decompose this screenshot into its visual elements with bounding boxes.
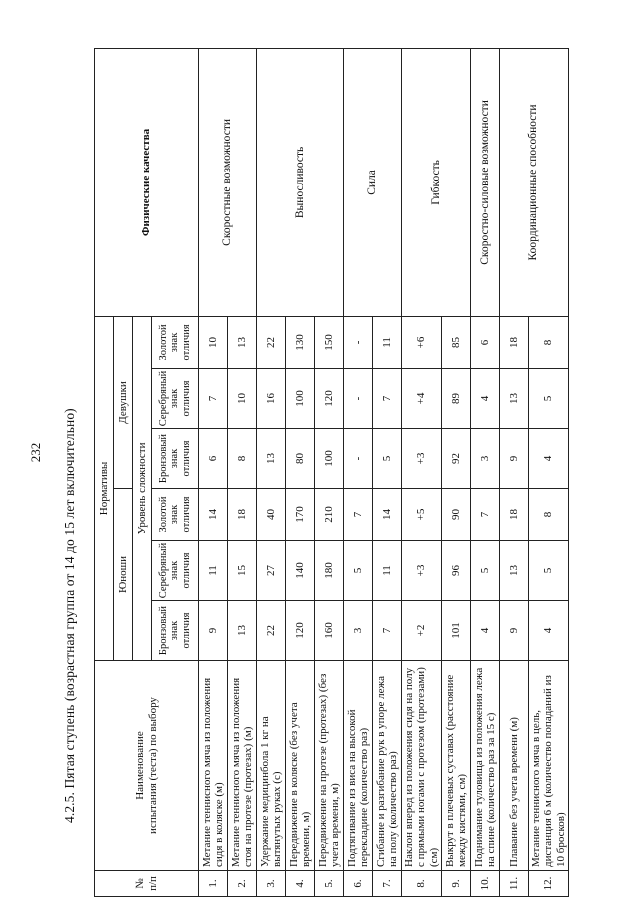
boys-silver-value: 5 xyxy=(528,541,568,601)
boys-gold-value: 210 xyxy=(315,489,344,541)
boys-silver-value: +3 xyxy=(402,541,442,601)
boys-silver-value: 27 xyxy=(257,541,286,601)
boys-bronze-value: 4 xyxy=(528,601,568,661)
girls-bronze-value: 80 xyxy=(286,429,315,489)
row-num: 4. xyxy=(286,871,315,897)
header-girls-silver: Серебряный знак отличия xyxy=(152,369,199,429)
row-num: 9. xyxy=(441,871,470,897)
boys-gold-value: 7 xyxy=(344,489,373,541)
boys-bronze-value: 101 xyxy=(441,601,470,661)
boys-gold-value: 90 xyxy=(441,489,470,541)
header-girls: Девушки xyxy=(114,316,133,488)
quality-speed-strength: Скоростно-силовые возможности xyxy=(470,48,499,316)
boys-silver-value: 180 xyxy=(315,541,344,601)
boys-silver-value: 13 xyxy=(499,541,528,601)
girls-gold-value: +6 xyxy=(402,316,442,368)
boys-bronze-value: 7 xyxy=(373,601,402,661)
quality-speed: Скоростные возможности xyxy=(199,48,257,316)
row-num: 10. xyxy=(470,871,499,897)
header-norms: Нормативы xyxy=(95,316,114,660)
girls-silver-value: 13 xyxy=(499,369,528,429)
norms-table xyxy=(94,48,569,897)
boys-silver-value: 140 xyxy=(286,541,315,601)
girls-silver-value: - xyxy=(344,369,373,429)
row-num: 3. xyxy=(257,871,286,897)
girls-silver-value: 10 xyxy=(228,369,257,429)
boys-bronze-value: 22 xyxy=(257,601,286,661)
header-boys-gold: Золотой знак отличия xyxy=(152,489,199,541)
girls-gold-value: 150 xyxy=(315,316,344,368)
row-name: Метание теннисного мяча в цель, дистанция 6 м (количество попаданий из 10 бросков) xyxy=(528,661,568,871)
row-name: Подтягивание из виса на высокой перекладине (количество раз) xyxy=(344,661,373,871)
boys-gold-value: +5 xyxy=(402,489,442,541)
row-num: 12. xyxy=(528,871,568,897)
boys-bronze-value: 3 xyxy=(344,601,373,661)
row-num: 8. xyxy=(402,871,442,897)
row-name: Метание теннисного мяча из положения сидя в коляске (м) xyxy=(199,661,228,871)
table-row xyxy=(257,48,286,896)
girls-bronze-value: 6 xyxy=(199,429,228,489)
boys-bronze-value: 13 xyxy=(228,601,257,661)
header-name-line2: испытания (теста) по выбору xyxy=(146,697,159,834)
boys-gold-value: 18 xyxy=(499,489,528,541)
row-name: Удержание медицинбола 1 кг на вытянутых руках (с) xyxy=(257,661,286,871)
boys-gold-value: 8 xyxy=(528,489,568,541)
table-row xyxy=(470,48,499,896)
girls-gold-value: 10 xyxy=(199,316,228,368)
row-name: Передвижение в коляске (без учета времени, м) xyxy=(286,661,315,871)
girls-silver-value: 100 xyxy=(286,369,315,429)
quality-strength: Сила xyxy=(344,48,402,316)
table-row xyxy=(499,48,528,896)
boys-silver-value: 11 xyxy=(373,541,402,601)
row-name: Метание теннисного мяча из положения стоя на протезе (протезах) (м) xyxy=(228,661,257,871)
header-girls-gold: Золотой знак отличия xyxy=(152,316,199,368)
girls-silver-value: 5 xyxy=(528,369,568,429)
table-row xyxy=(199,48,228,896)
boys-silver-value: 96 xyxy=(441,541,470,601)
row-name: Поднимание туловища из положения лежа на спине (количество раз за 15 с) xyxy=(470,661,499,871)
header-girls-bronze: Бронзовый знак отличия xyxy=(152,429,199,489)
quality-flexibility: Гибкость xyxy=(402,48,471,316)
boys-silver-value: 11 xyxy=(199,541,228,601)
header-num: № п/п xyxy=(95,871,199,897)
girls-silver-value: 7 xyxy=(199,369,228,429)
girls-bronze-value: 13 xyxy=(257,429,286,489)
header-name-line1: Наименование xyxy=(134,731,147,800)
girls-gold-value: 13 xyxy=(228,316,257,368)
girls-gold-value: 8 xyxy=(528,316,568,368)
boys-bronze-value: 160 xyxy=(315,601,344,661)
row-num: 11. xyxy=(499,871,528,897)
girls-bronze-value: 8 xyxy=(228,429,257,489)
quality-endurance: Выносливость xyxy=(257,48,344,316)
girls-gold-value: 85 xyxy=(441,316,470,368)
header-quality: Физические качества xyxy=(95,48,199,316)
boys-gold-value: 7 xyxy=(470,489,499,541)
row-num: 1. xyxy=(199,871,228,897)
girls-bronze-value: - xyxy=(344,429,373,489)
header-name xyxy=(95,661,199,871)
boys-bronze-value: 4 xyxy=(470,601,499,661)
boys-bronze-value: 9 xyxy=(499,601,528,661)
boys-gold-value: 18 xyxy=(228,489,257,541)
boys-bronze-value: +2 xyxy=(402,601,442,661)
girls-gold-value: 130 xyxy=(286,316,315,368)
boys-silver-value: 5 xyxy=(470,541,499,601)
girls-bronze-value: 92 xyxy=(441,429,470,489)
boys-gold-value: 40 xyxy=(257,489,286,541)
row-name: Плавание без учета времени (м) xyxy=(499,661,528,871)
table-row xyxy=(344,48,373,896)
header-boys: Юноши xyxy=(114,489,133,661)
girls-bronze-value: 4 xyxy=(528,429,568,489)
girls-gold-value: 11 xyxy=(373,316,402,368)
page-number: 232 xyxy=(28,442,43,463)
girls-bronze-value: 9 xyxy=(499,429,528,489)
boys-gold-value: 14 xyxy=(199,489,228,541)
table-row xyxy=(402,48,442,896)
girls-bronze-value: 3 xyxy=(470,429,499,489)
row-num: 2. xyxy=(228,871,257,897)
girls-gold-value: 6 xyxy=(470,316,499,368)
table-body xyxy=(199,48,569,896)
girls-silver-value: 4 xyxy=(470,369,499,429)
header-boys-silver: Серебряный знак отличия xyxy=(152,541,199,601)
row-name: Выкрут в плечевых суставах (расстояние между кистями, см) xyxy=(441,661,470,871)
quality-coordination: Координационные способности xyxy=(499,48,568,316)
girls-silver-value: +4 xyxy=(402,369,442,429)
section-title: 4.2.5. Пятая ступень (возрастная группа от 14 до 15 лет включительно) xyxy=(62,408,77,823)
girls-bronze-value: +3 xyxy=(402,429,442,489)
row-name: Сгибание и разгибание рук в упоре лежа на полу (количество раз) xyxy=(373,661,402,871)
table-header xyxy=(95,48,199,896)
row-num: 6. xyxy=(344,871,373,897)
row-name: Передвижение на протезе (протезах) (без учета времени, м) xyxy=(315,661,344,871)
girls-silver-value: 89 xyxy=(441,369,470,429)
boys-silver-value: 15 xyxy=(228,541,257,601)
boys-silver-value: 5 xyxy=(344,541,373,601)
girls-gold-value: - xyxy=(344,316,373,368)
boys-bronze-value: 120 xyxy=(286,601,315,661)
girls-gold-value: 18 xyxy=(499,316,528,368)
row-num: 5. xyxy=(315,871,344,897)
row-num: 7. xyxy=(373,871,402,897)
girls-gold-value: 22 xyxy=(257,316,286,368)
girls-bronze-value: 100 xyxy=(315,429,344,489)
boys-gold-value: 14 xyxy=(373,489,402,541)
header-complexity: Уровень сложности xyxy=(133,316,152,660)
row-name: Наклон вперед из положения сидя на полу с прямыми ногами с протезом (протезами) (см) xyxy=(402,661,442,871)
girls-silver-value: 7 xyxy=(373,369,402,429)
boys-bronze-value: 9 xyxy=(199,601,228,661)
girls-silver-value: 16 xyxy=(257,369,286,429)
boys-gold-value: 170 xyxy=(286,489,315,541)
header-boys-bronze: Бронзовый знак отличия xyxy=(152,601,199,661)
girls-silver-value: 120 xyxy=(315,369,344,429)
girls-bronze-value: 5 xyxy=(373,429,402,489)
